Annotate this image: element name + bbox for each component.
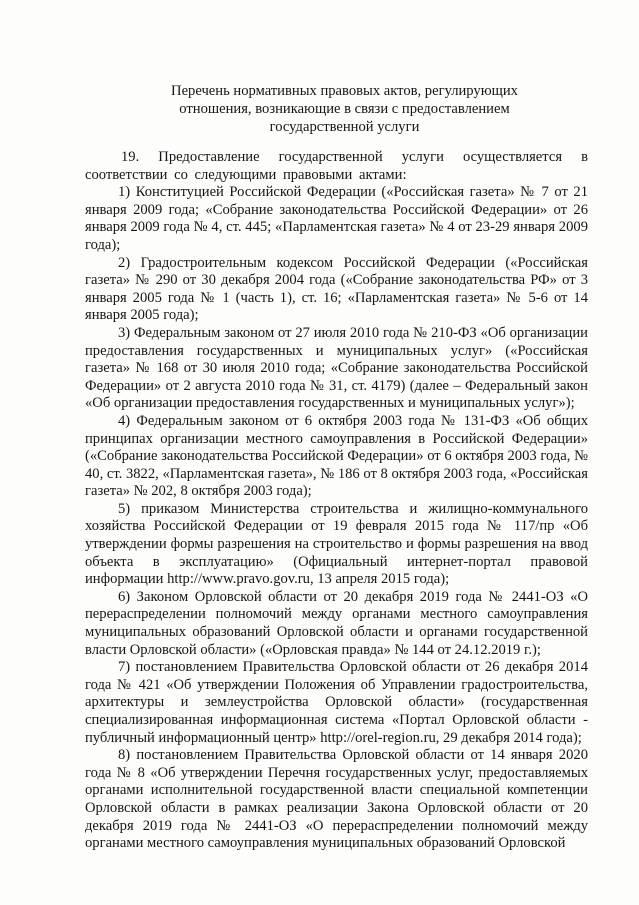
paragraph-clause-19: 19. Предоставление государственной услуги осуществляется в соответствии со следующими правовыми актами: [85, 149, 588, 183]
document-body [85, 149, 588, 853]
paragraph-item-1: 1) Конституцией Российской Федерации («Российская газета» № 7 от 21 января 2009 года; «Собрание законодательства Российской Федерации» от 26 января 2009 года № 4, ст. 445; «Парламентская газета» № 4 от 23-29 января 2009 года); [85, 184, 588, 253]
paragraph-item-6: 6) Законом Орловской области от 20 декабря 2019 года № 2441-ОЗ «О перераспределении полномочий между органами местного самоуправления муниципальных образований Орловской области и органами государственной власти Орловской области» («Орловская правда» № 144 от 24.12.2019 г.); [85, 588, 588, 658]
heading-line: Перечень нормативных правовых актов, регулирующих [171, 83, 518, 99]
heading-line: отношения, возникающие в связи с предоставлением [179, 101, 510, 117]
paragraph-item-3: 3) Федеральным законом от 27 июля 2010 года № 210-ФЗ «Об организации предоставления государственных и муниципальных услуг» («Российская газета» № 168 от 30 июля 2010 года; «Собрание законодательства Российской Федерации» от 2 августа 2010 года № 31, ст. 4179) (далее – Федеральный закон «Об организации предоставления государственных и муниципальных услуг»); [85, 324, 588, 412]
paragraph-item-5: 5) приказом Министерства строительства и жилищно-коммунального хозяйства Российской Федерации от 19 февраля 2015 года № 117/пр «Об утверждении формы разрешения на строительство и формы разрешения на ввод объекта в эксплуатацию» (Официальный интернет-портал правовой информации http://www.pravo.gov.ru, 13 апреля 2015 года); [85, 500, 588, 588]
paragraph-item-4: 4) Федеральным законом от 6 октября 2003 года № 131-ФЗ «Об общих принципах организации местного самоуправления в Российской Федерации» («Собрание законодательства Российской Федерации» от 6 октября 2003 года, № 40, ст. 3822, «Парламентская газета», № 186 от 8 октября 2003 года, «Российская газета» № 202, 8 октября 2003 года); [85, 412, 588, 500]
paragraph-item-2: 2) Градостроительным кодексом Российской Федерации («Российская газета» № 290 от 30 декабря 2004 года («Собрание законодательства РФ» от 3 января 2005 года № 1 (часть 1), ст. 16; «Парламентская газета» № 5-6 от 14 января 2005 года); [85, 254, 588, 324]
section-heading [150, 82, 539, 136]
heading-line: государственной услуги [269, 119, 420, 135]
paragraph-item-8: 8) постановлением Правительства Орловской области от 14 января 2020 года № 8 «Об утверждении Перечня государственных услуг, предоставляемых органами исполнительной государственной власти специальной компетенции Орловской области в рамках реализации Закона Орловской области от 20 декабря 2019 года № 2441-ОЗ «О перераспределении полномочий между органами местного самоуправления муниципальных образований Орловской [85, 747, 588, 852]
paragraph-item-7: 7) постановлением Правительства Орловской области от 26 декабря 2014 года № 421 «Об утверждении Положения об Управлении градостроительства, архитектуры и землеустройства Орловской области» (государственная специализированная информационная система «Портал Орловской области - публичный информационный центр» http://orel-region.ru, 29 декабря 2014 года); [85, 659, 588, 746]
